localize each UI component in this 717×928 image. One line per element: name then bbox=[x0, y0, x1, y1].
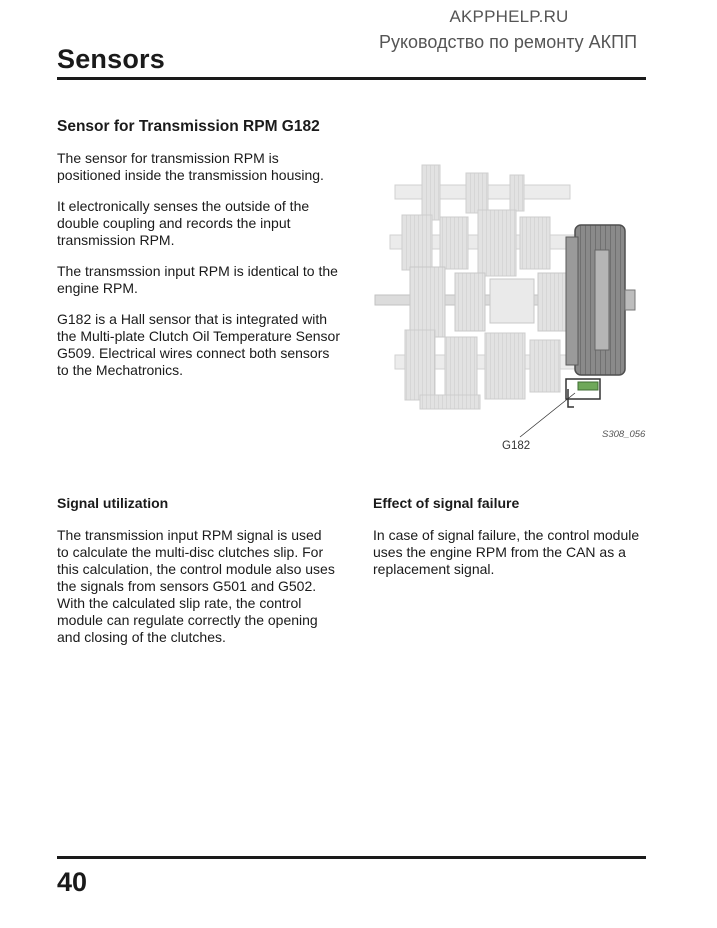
page-number: 40 bbox=[57, 867, 88, 897]
signal-utilization-heading: Signal utilization bbox=[57, 495, 169, 511]
second-shaft bbox=[390, 210, 590, 276]
double-clutch-drum bbox=[566, 225, 635, 375]
watermark-subtitle: Руководство по ремонту АКПП bbox=[378, 32, 638, 52]
paragraph-identical: The transmssion input RPM is identical to the engine RPM. bbox=[57, 263, 338, 296]
signal-utilization-text: The transmission input RPM signal is used to calculate the multi-disc clutches slip. For this calculation, the control module also uses the signals from sensors G501 and G502. With the calculated slip rate, the control module can regulate correctly the opening and closing of the clutches. bbox=[57, 527, 335, 645]
lower-shaft bbox=[395, 330, 575, 409]
paragraph-sensing: It electronically senses the outside of the double coupling and records the input transmission RPM. bbox=[57, 198, 310, 248]
g182-leader-line bbox=[520, 393, 575, 437]
paragraph-hall-sensor: G182 is a Hall sensor that is integrated with the Multi-plate Clutch Oil Temperature Sensor G509. Electrical wires connect both sensors to the Mechatronics. bbox=[57, 311, 340, 378]
g182-sensor bbox=[566, 379, 600, 407]
figure-label-g182: G182 bbox=[502, 440, 531, 452]
watermark-site: AKPPHELP.RU bbox=[449, 7, 569, 26]
footer-rule bbox=[57, 856, 646, 859]
section-heading: Sensor for Transmission RPM G182 bbox=[57, 118, 320, 135]
figure-code: S308_056 bbox=[602, 429, 646, 440]
page-title: Sensors bbox=[57, 44, 165, 74]
signal-failure-heading: Effect of signal failure bbox=[373, 495, 520, 511]
transmission-illustration bbox=[370, 155, 655, 455]
header-rule bbox=[57, 77, 646, 80]
paragraph-location: The sensor for transmission RPM is positioned inside the transmission housing. bbox=[57, 150, 324, 183]
signal-failure-text: In case of signal failure, the control module uses the engine RPM from the CAN as a replacement signal. bbox=[373, 527, 640, 577]
